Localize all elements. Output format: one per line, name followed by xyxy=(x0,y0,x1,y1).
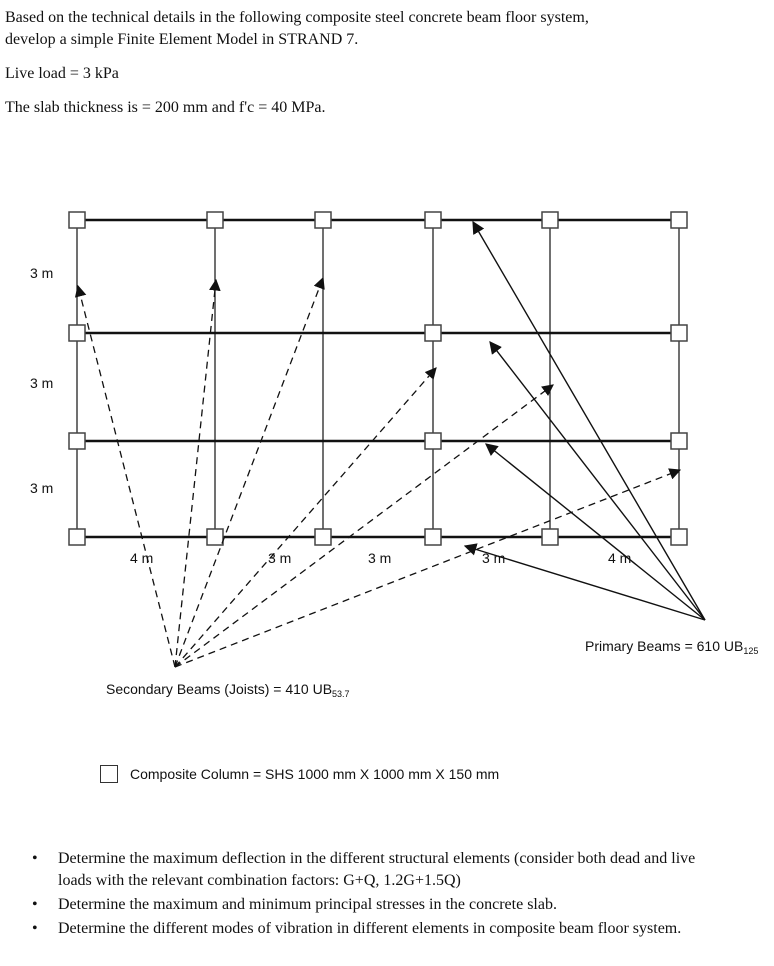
column-legend-label: Composite Column = SHS 1000 mm X 1000 mm X 150 mm xyxy=(130,766,500,782)
column-icon xyxy=(671,529,687,545)
column-icon xyxy=(315,212,331,228)
intro-line-1: Based on the technical details in the following composite steel concrete beam floor system, xyxy=(5,9,589,26)
column-icon xyxy=(425,529,441,545)
task-text: Determine the maximum deflection in the different structural elements (consider both dead and live loads with the relevant combination factors: G+Q, 1.2G+1.5Q) xyxy=(58,850,696,889)
column-icon xyxy=(425,433,441,449)
primary-arrow xyxy=(473,222,705,620)
live-load-text: Live load = 3 kPa xyxy=(5,65,119,82)
column-icon xyxy=(69,529,85,545)
secondary-beams-label xyxy=(106,681,350,699)
bay-label: 3 m xyxy=(368,550,392,566)
columns xyxy=(69,212,687,545)
secondary-arrow xyxy=(175,385,553,667)
task-item xyxy=(30,894,730,916)
row-spacing-label: 3 m xyxy=(30,265,54,281)
column-icon xyxy=(207,529,223,545)
secondary-pointer-arrows xyxy=(78,278,680,667)
primary-arrow xyxy=(490,342,705,620)
secondary-beams-label-sub: 53.7 xyxy=(332,689,350,699)
task-text: Determine the maximum and minimum principal stresses in the concrete slab. xyxy=(58,896,557,913)
primary-beams-label-main: Primary Beams = 610 UB xyxy=(585,638,744,654)
column-icon xyxy=(69,433,85,449)
column-icon xyxy=(69,325,85,341)
bullet-icon: • xyxy=(32,896,38,913)
column-icon xyxy=(425,325,441,341)
column-icon xyxy=(207,212,223,228)
bay-label: 3 m xyxy=(268,550,292,566)
secondary-arrow xyxy=(78,286,175,667)
task-item xyxy=(30,848,730,892)
column-icon xyxy=(315,529,331,545)
secondary-beams xyxy=(77,220,679,537)
column-icon xyxy=(425,212,441,228)
column-icon xyxy=(671,325,687,341)
column-icon xyxy=(69,212,85,228)
primary-beams xyxy=(77,220,679,537)
intro-line-2: develop a simple Finite Element Model in STRAND 7. xyxy=(5,31,359,48)
column-icon xyxy=(542,212,558,228)
secondary-arrow xyxy=(175,280,216,667)
secondary-arrow xyxy=(175,368,436,667)
primary-beams-label-sub: 125 xyxy=(743,646,759,656)
bullet-icon: • xyxy=(32,850,38,867)
task-list xyxy=(30,848,730,942)
column-icon xyxy=(671,433,687,449)
column-legend-icon xyxy=(100,765,118,783)
bullet-icon: • xyxy=(32,920,38,937)
bay-label: 3 m xyxy=(482,550,506,566)
bay-label: 4 m xyxy=(608,550,632,566)
row-spacing-label: 3 m xyxy=(30,375,54,391)
column-legend xyxy=(100,765,499,783)
secondary-beams-label-main: Secondary Beams (Joists) = 410 UB xyxy=(106,681,333,697)
row-spacing-label: 3 m xyxy=(30,480,54,496)
bay-label: 4 m xyxy=(130,550,154,566)
column-icon xyxy=(542,529,558,545)
secondary-arrow xyxy=(175,278,323,667)
primary-beams-label xyxy=(585,638,758,656)
task-item xyxy=(30,918,730,940)
column-icon xyxy=(671,212,687,228)
task-text: Determine the different modes of vibration in different elements in composite beam floor system. xyxy=(58,920,682,937)
slab-text: The slab thickness is = 200 mm and f'c = 40 MPa. xyxy=(5,99,326,116)
